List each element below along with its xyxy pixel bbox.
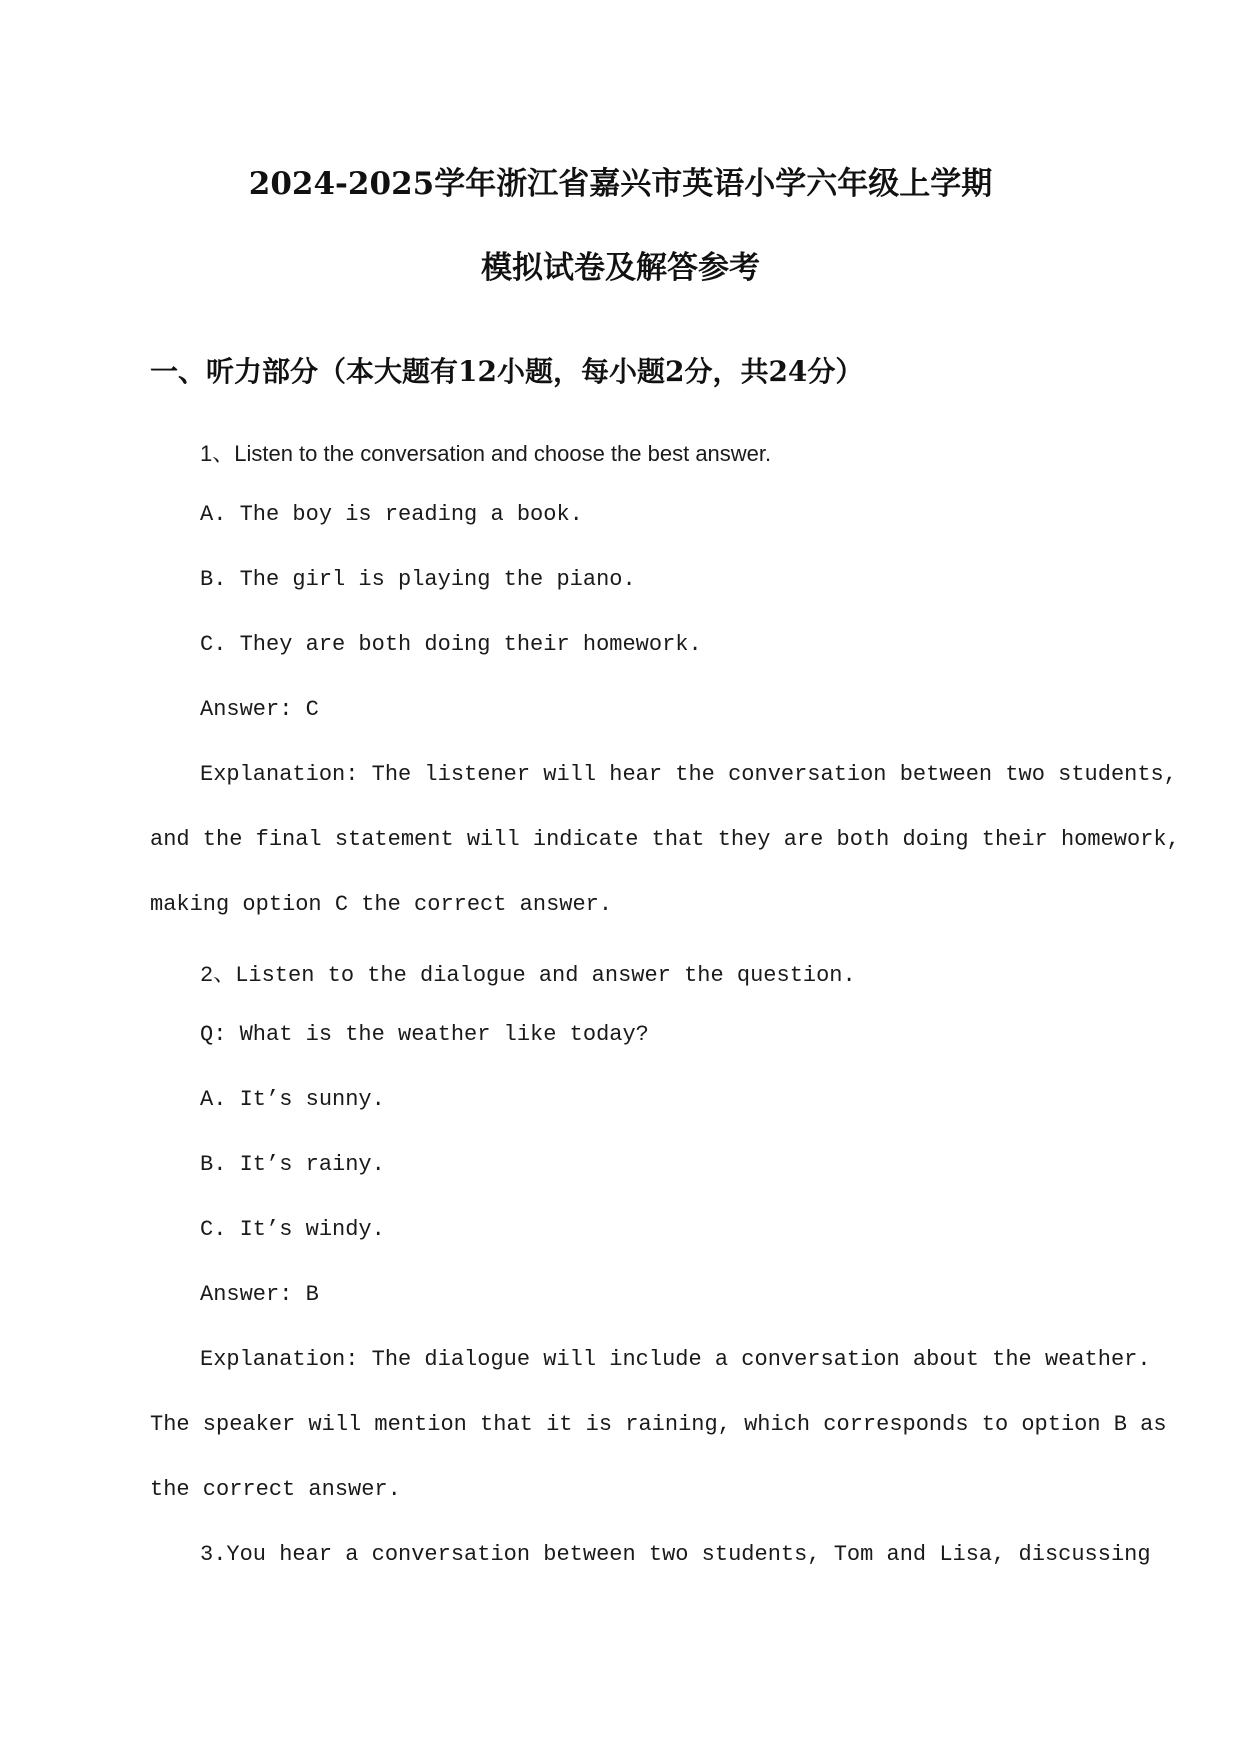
question-1-explanation-line-2: and the final statement will indicate that they are both doing their homework, — [150, 827, 1180, 852]
question-2-explanation-line-3: the correct answer. — [150, 1477, 401, 1502]
document-title-line-2: 模拟试卷及解答参考 — [481, 250, 760, 286]
question-2-explanation-line-2: The speaker will mention that it is raining, which corresponds to option B as — [150, 1412, 1167, 1437]
question-2-option-a: A. It’s sunny. — [200, 1087, 385, 1112]
question-2-question: Q: What is the weather like today? — [200, 1022, 649, 1047]
document-title-line-1: 2024-2025学年浙江省嘉兴市英语小学六年级上学期 — [248, 166, 993, 202]
question-3-prompt: 3.You hear a conversation between two students, Tom and Lisa, discussing — [200, 1542, 1151, 1567]
question-2-option-b: B. It’s rainy. — [200, 1152, 385, 1177]
question-1-explanation-line-1: Explanation: The listener will hear the conversation between two students, — [200, 762, 1177, 787]
question-1-option-a: A. The boy is reading a book. — [200, 502, 583, 527]
question-1-option-b: B. The girl is playing the piano. — [200, 567, 636, 592]
question-1-answer: Answer: C — [200, 697, 319, 722]
section-heading-listening: 一、听力部分（本大题有12小题，每小题2分，共24分） — [150, 355, 864, 388]
question-2-prompt: 2、Listen to the dialogue and answer the question. — [200, 963, 856, 988]
question-1-explanation-line-3: making option C the correct answer. — [150, 892, 613, 917]
question-2-option-c: C. It’s windy. — [200, 1217, 385, 1242]
question-2-answer: Answer: B — [200, 1282, 319, 1307]
question-1-option-c: C. They are both doing their homework. — [200, 632, 702, 657]
question-2-explanation-line-1: Explanation: The dialogue will include a conversation about the weather. — [200, 1347, 1151, 1372]
question-1-prompt: 1、Listen to the conversation and choose the best answer. — [200, 441, 772, 466]
